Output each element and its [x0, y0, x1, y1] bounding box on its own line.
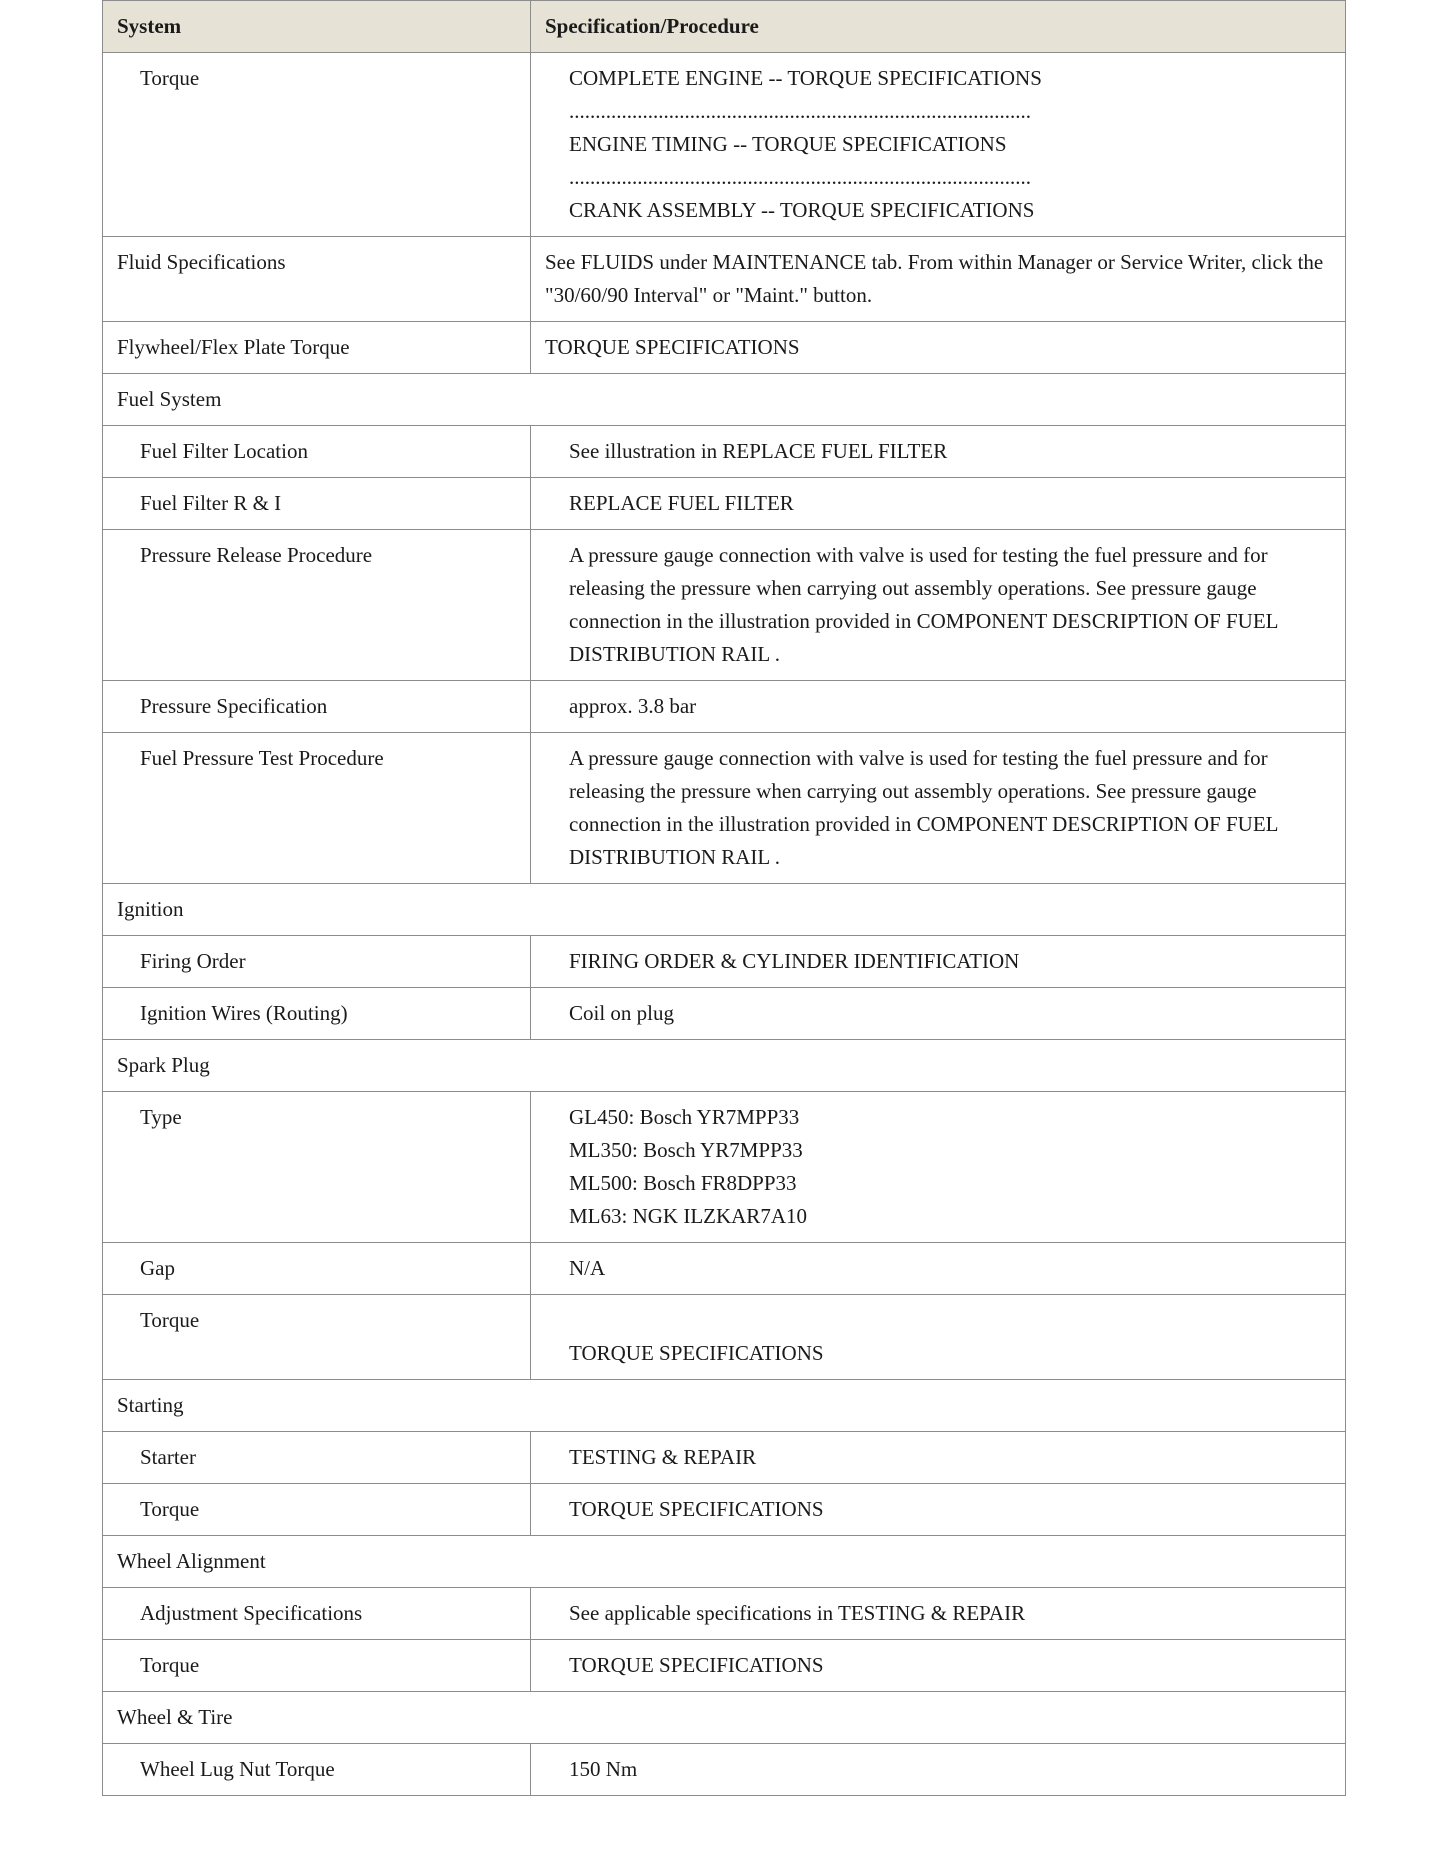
- row-label-alignment-torque: Torque: [103, 1640, 531, 1692]
- row-label-pressure-specification: Pressure Specification: [103, 681, 531, 733]
- row-label-fuel-filter-ri: Fuel Filter R & I: [103, 478, 531, 530]
- firing-order-link[interactable]: FIRING ORDER & CYLINDER IDENTIFICATION: [531, 936, 1346, 988]
- section-row: [103, 1536, 1346, 1588]
- table-row: [103, 1243, 1346, 1295]
- starter-torque-specifications-link[interactable]: TORQUE SPECIFICATIONS: [531, 1484, 1346, 1536]
- row-value-pressure-specification: approx. 3.8 bar: [531, 681, 1346, 733]
- table-row: [103, 1484, 1346, 1536]
- row-value-adjustment-specifications[interactable]: See applicable specifications in TESTING & REPAIR: [531, 1588, 1346, 1640]
- table-row: [103, 681, 1346, 733]
- section-row: [103, 1040, 1346, 1092]
- flywheel-torque-specifications-link[interactable]: TORQUE SPECIFICATIONS: [531, 322, 1346, 374]
- section-fuel-system: Fuel System: [103, 374, 1346, 426]
- table-row: [103, 1744, 1346, 1796]
- section-wheel-tire: Wheel & Tire: [103, 1692, 1346, 1744]
- row-label-ignition-wires: Ignition Wires (Routing): [103, 988, 531, 1040]
- table-row: [103, 733, 1346, 884]
- row-label-spark-plug-gap: Gap: [103, 1243, 531, 1295]
- row-value-spark-plug-torque: [531, 1295, 1346, 1380]
- spark-plug-ml350: ML350: Bosch YR7MPP33: [569, 1138, 803, 1162]
- table-row: [103, 478, 1346, 530]
- row-label-starter-torque: Torque: [103, 1484, 531, 1536]
- row-label-fluid-specifications: Fluid Specifications: [103, 237, 531, 322]
- section-row: [103, 1692, 1346, 1744]
- header-system: System: [103, 1, 531, 53]
- section-starting: Starting: [103, 1380, 1346, 1432]
- table-row: [103, 1588, 1346, 1640]
- table-row: [103, 1092, 1346, 1243]
- crank-assembly-torque-link[interactable]: CRANK ASSEMBLY -- TORQUE SPECIFICATIONS: [569, 198, 1035, 222]
- row-value-fuel-filter-location[interactable]: See illustration in REPLACE FUEL FILTER: [531, 426, 1346, 478]
- table-row: [103, 988, 1346, 1040]
- table-row: [103, 237, 1346, 322]
- alignment-torque-specifications-link[interactable]: TORQUE SPECIFICATIONS: [531, 1640, 1346, 1692]
- section-row: [103, 374, 1346, 426]
- row-label-adjustment-specifications: Adjustment Specifications: [103, 1588, 531, 1640]
- section-ignition: Ignition: [103, 884, 1346, 936]
- row-label-flywheel-torque: Flywheel/Flex Plate Torque: [103, 322, 531, 374]
- row-label-fuel-pressure-test: Fuel Pressure Test Procedure: [103, 733, 531, 884]
- table-row: [103, 322, 1346, 374]
- section-row: [103, 884, 1346, 936]
- row-label-fuel-filter-location: Fuel Filter Location: [103, 426, 531, 478]
- row-label-spark-plug-torque: Torque: [103, 1295, 531, 1380]
- section-wheel-alignment: Wheel Alignment: [103, 1536, 1346, 1588]
- table-row: [103, 53, 1346, 237]
- spark-plug-ml63: ML63: NGK ILZKAR7A10: [569, 1204, 807, 1228]
- table-row: [103, 426, 1346, 478]
- table-header-row: [103, 1, 1346, 53]
- dotted-leader: ........................................................................................: [569, 99, 1031, 123]
- table-row: [103, 936, 1346, 988]
- row-value-spark-plug-type: [531, 1092, 1346, 1243]
- row-label-firing-order: Firing Order: [103, 936, 531, 988]
- row-label-pressure-release: Pressure Release Procedure: [103, 530, 531, 681]
- spark-plug-gl450: GL450: Bosch YR7MPP33: [569, 1105, 800, 1129]
- row-value-fluid-specifications: See FLUIDS under MAINTENANCE tab. From within Manager or Service Writer, click the "30/60/90 Interval" or "Maint." button.: [531, 237, 1346, 322]
- header-specification-procedure: Specification/Procedure: [531, 1, 1346, 53]
- table-row: [103, 1640, 1346, 1692]
- row-value-spark-plug-gap: N/A: [531, 1243, 1346, 1295]
- row-label-starter: Starter: [103, 1432, 531, 1484]
- blank-line: [569, 1304, 1331, 1337]
- section-row: [103, 1380, 1346, 1432]
- row-value-wheel-lug-nut-torque: 150 Nm: [531, 1744, 1346, 1796]
- engine-timing-torque-link[interactable]: ENGINE TIMING -- TORQUE SPECIFICATIONS: [569, 132, 1007, 156]
- spark-plug-torque-specifications-link[interactable]: TORQUE SPECIFICATIONS: [569, 1341, 824, 1365]
- complete-engine-torque-link[interactable]: COMPLETE ENGINE -- TORQUE SPECIFICATIONS: [569, 66, 1042, 90]
- row-label-spark-plug-type: Type: [103, 1092, 531, 1243]
- dotted-leader: ........................................................................................: [569, 165, 1031, 189]
- row-value-engine-torque: [531, 53, 1346, 237]
- row-value-fuel-pressure-test: A pressure gauge connection with valve is used for testing the fuel pressure and for releasing the pressure when carrying out assembly operations. See pressure gauge connection in the illustration provided in COMPONENT DESCRIPTION OF FUEL DISTRIBUTION RAIL .: [531, 733, 1346, 884]
- row-value-pressure-release: A pressure gauge connection with valve is used for testing the fuel pressure and for releasing the pressure when carrying out assembly operations. See pressure gauge connection in the illustration provided in COMPONENT DESCRIPTION OF FUEL DISTRIBUTION RAIL .: [531, 530, 1346, 681]
- specifications-table: [102, 0, 1346, 1796]
- table-row: [103, 1295, 1346, 1380]
- table-row: [103, 1432, 1346, 1484]
- spark-plug-ml500: ML500: Bosch FR8DPP33: [569, 1171, 797, 1195]
- row-label-wheel-lug-nut-torque: Wheel Lug Nut Torque: [103, 1744, 531, 1796]
- replace-fuel-filter-link[interactable]: REPLACE FUEL FILTER: [531, 478, 1346, 530]
- row-value-ignition-wires: Coil on plug: [531, 988, 1346, 1040]
- starter-testing-repair-link[interactable]: TESTING & REPAIR: [531, 1432, 1346, 1484]
- row-label-engine-torque: Torque: [103, 53, 531, 237]
- table-row: [103, 530, 1346, 681]
- section-spark-plug: Spark Plug: [103, 1040, 1346, 1092]
